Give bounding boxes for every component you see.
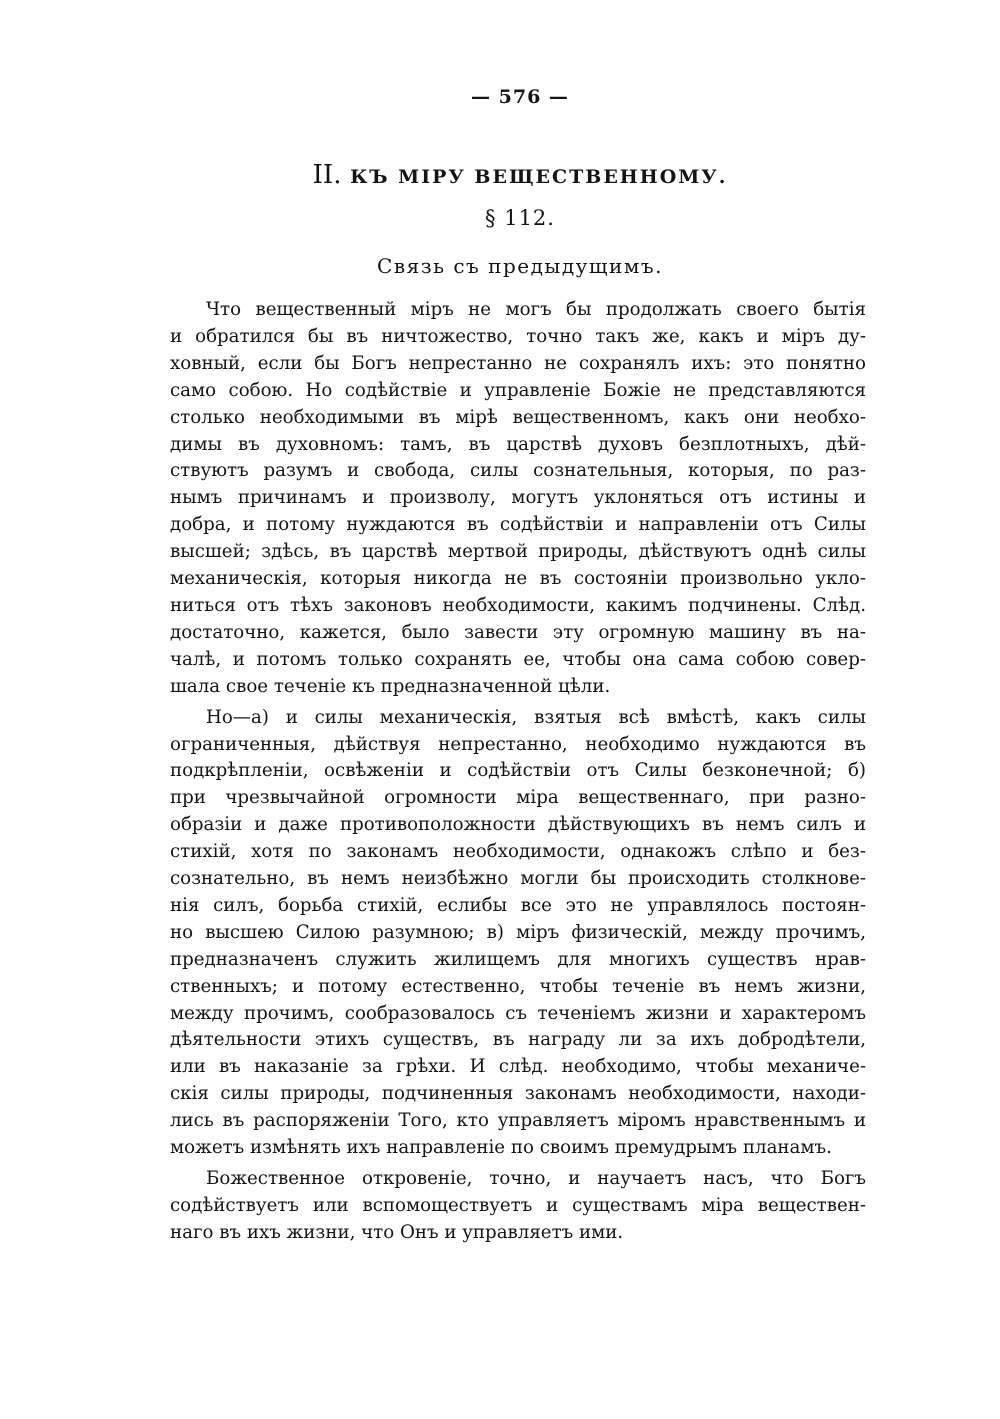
text-line: можетъ измѣнять ихъ направленіе по своимъ премудрымъ планамъ. [170,1137,832,1159]
text-line: дѣятельности этихъ существъ, въ награду ли за ихъ добродѣтели, [170,1029,866,1051]
text-line: ствуютъ разумъ и свобода, силы сознательныя, которыя, по раз- [170,460,866,482]
text-line: высшей; здѣсь, въ царствѣ мертвой природы, дѣйствуютъ однѣ силы [170,541,866,563]
text-line: подкрѣпленіи, освѣженіи и содѣйствіи отъ Силы безконечной; б) [170,760,866,782]
paragraph [170,1166,866,1247]
section-subtitle: Связь съ предыдущимъ. [377,254,663,278]
text-line: нымъ причинамъ и произволу, могутъ уклоняться отъ истины и [170,487,866,509]
text-line: нія силъ, борьба стихій, еслибы все это не управлялось постоян- [170,894,866,916]
text-line: механическія, которыя никогда не въ состояніи произвольно укло- [170,568,866,590]
text-line: лись въ распоряженіи Того, кто управляетъ міромъ нравственнымъ и [170,1110,866,1132]
text-line: ховный, если бы Богъ непрестанно не сохранялъ ихъ: это понятно [170,352,866,374]
text-line: наго въ ихъ жизни, что Онъ и управляетъ ими. [170,1221,624,1243]
text-line: шала свое теченіе къ предназначенной цѣли. [170,675,611,697]
text-line: Что вещественный міръ не могъ бы продолжать своего бытія [206,299,866,320]
text-line: скія силы природы, подчиненныя законамъ необходимости, находи- [170,1083,866,1105]
page-number: — 576 — [471,86,569,108]
text-line: ограниченныя, дѣйствуя непрестанно, необходимо нуждаются въ [170,733,866,755]
chapter-heading [0,160,1000,190]
text-line: между прочимъ, сообразовалось съ теченіемъ жизни и характеромъ [170,1002,866,1024]
text-line: содѣйствуетъ или вспомоществуетъ и существамъ міра веществен- [170,1194,866,1216]
text-line: и обратился бы въ ничтожество, точно такъ же, какъ и міръ ду- [170,325,866,347]
text-line: само собою. Но содѣйствіе и управленіе Божіе не представляются [170,379,866,401]
chapter-roman-numeral: II. [312,160,342,190]
text-line: сознательно, въ немъ неизбѣжно могли бы происходить столкнове- [170,868,866,890]
text-line: достаточно, кажется, было завести эту огромную машину въ на- [170,621,866,643]
paragraph [170,297,866,701]
section-number: § 112. [485,206,555,230]
text-line: Божественное откровеніе, точно, и научаетъ насъ, что Богъ [206,1168,866,1189]
text-line: образіи и даже противоположности дѣйствующихъ въ немъ силъ и [170,814,866,836]
chapter-title: КЪ МІРУ ВЕЩЕСТВЕННОМУ. [350,166,728,188]
text-line: стихій, хотя по законамъ необходимости, однакожъ слѣпо и без- [170,841,866,863]
body-text [170,297,866,1247]
text-line: добра, и потому нуждаются въ содѣйствіи и направленіи отъ Силы [170,514,866,536]
text-line: Но—а) и силы механическія, взятыя всѣ вмѣстѣ, какъ силы [206,706,866,728]
text-line: ственныхъ; и потому естественно, чтобы теченіе въ немъ жизни, [170,975,866,997]
text-line: или въ наказаніе за грѣхи. И слѣд. необходимо, чтобы механиче- [170,1056,866,1078]
text-line: предназначенъ служить жилищемъ для многихъ существъ нрав- [170,948,866,970]
text-line: при чрезвычайной огромности міра вещественнаго, при разно- [170,787,866,809]
text-line: но высшею Силою разумною; в) міръ физическій, между прочимъ, [170,921,866,943]
paragraph [170,705,866,1162]
text-line: ниться отъ тѣхъ законовъ необходимости, какимъ подчинены. Слѣд. [170,594,866,616]
text-line: столько необходимыми въ мірѣ вещественномъ, какъ они необхо- [170,406,866,428]
text-line: димы въ духовномъ: тамъ, въ царствѣ духовъ безплотныхъ, дѣй- [170,433,866,455]
text-line: чалѣ, и потомъ только сохранять ее, чтобы она сама собою совер- [170,648,866,670]
